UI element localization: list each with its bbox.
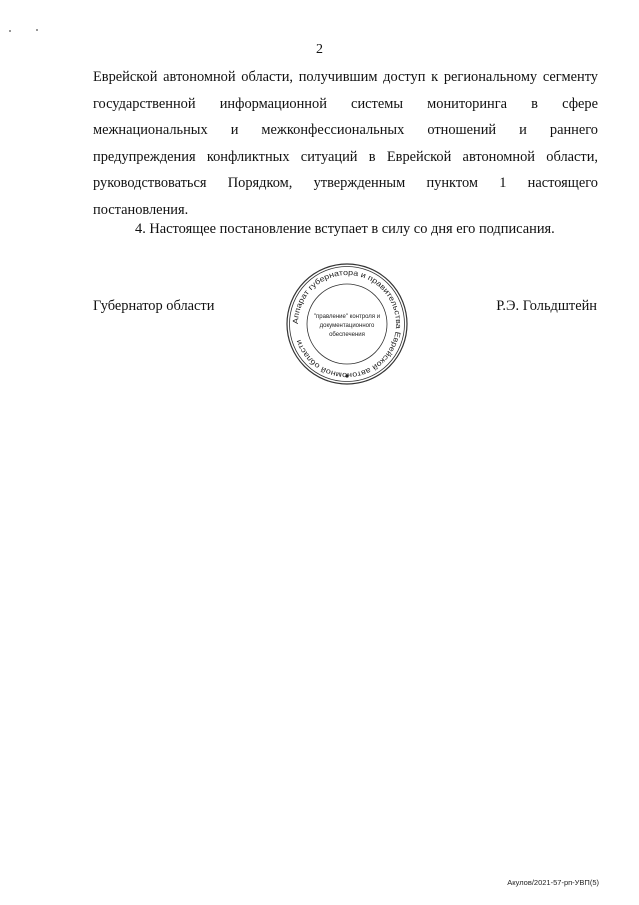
text-line: государственной информационной системы мониторинга в сфере: [93, 95, 598, 112]
text-line: руководствоваться Порядком, утвержденным пунктом 1 настоящего: [93, 175, 598, 191]
seal-center-line: обеспечения: [329, 332, 365, 338]
seal-ring-text: Аппарат губернатора и правительства Еврейской автономной области: [290, 267, 404, 381]
scan-speck: [9, 30, 11, 32]
paragraph-continuation: [93, 64, 598, 223]
text-line: постановления.: [93, 201, 189, 218]
official-seal: [285, 262, 409, 386]
seal-center-line: "правление" контроля и: [313, 314, 381, 320]
scan-speck: [36, 29, 38, 31]
page-number: 2: [316, 42, 323, 57]
text-line: предупреждения конфликтных ситуаций в Еврейской автономной области,: [93, 148, 598, 165]
text-line: межнациональных и межконфессиональных отношений и раннего: [93, 122, 598, 138]
seal-dot: [345, 374, 348, 377]
footer-document-code: Акулов/2021-57-рп-УВП(5): [507, 878, 599, 887]
paragraph-4: 4. Настоящее постановление вступает в силу со дня его подписания.: [135, 221, 555, 237]
seal-center-line: документационного: [319, 323, 375, 329]
signer-title: Губернатор области: [93, 298, 215, 314]
signer-name: Р.Э. Гольдштейн: [496, 298, 597, 314]
text-line: Еврейской автономной области, получившим доступ к региональному сегменту: [93, 69, 598, 85]
